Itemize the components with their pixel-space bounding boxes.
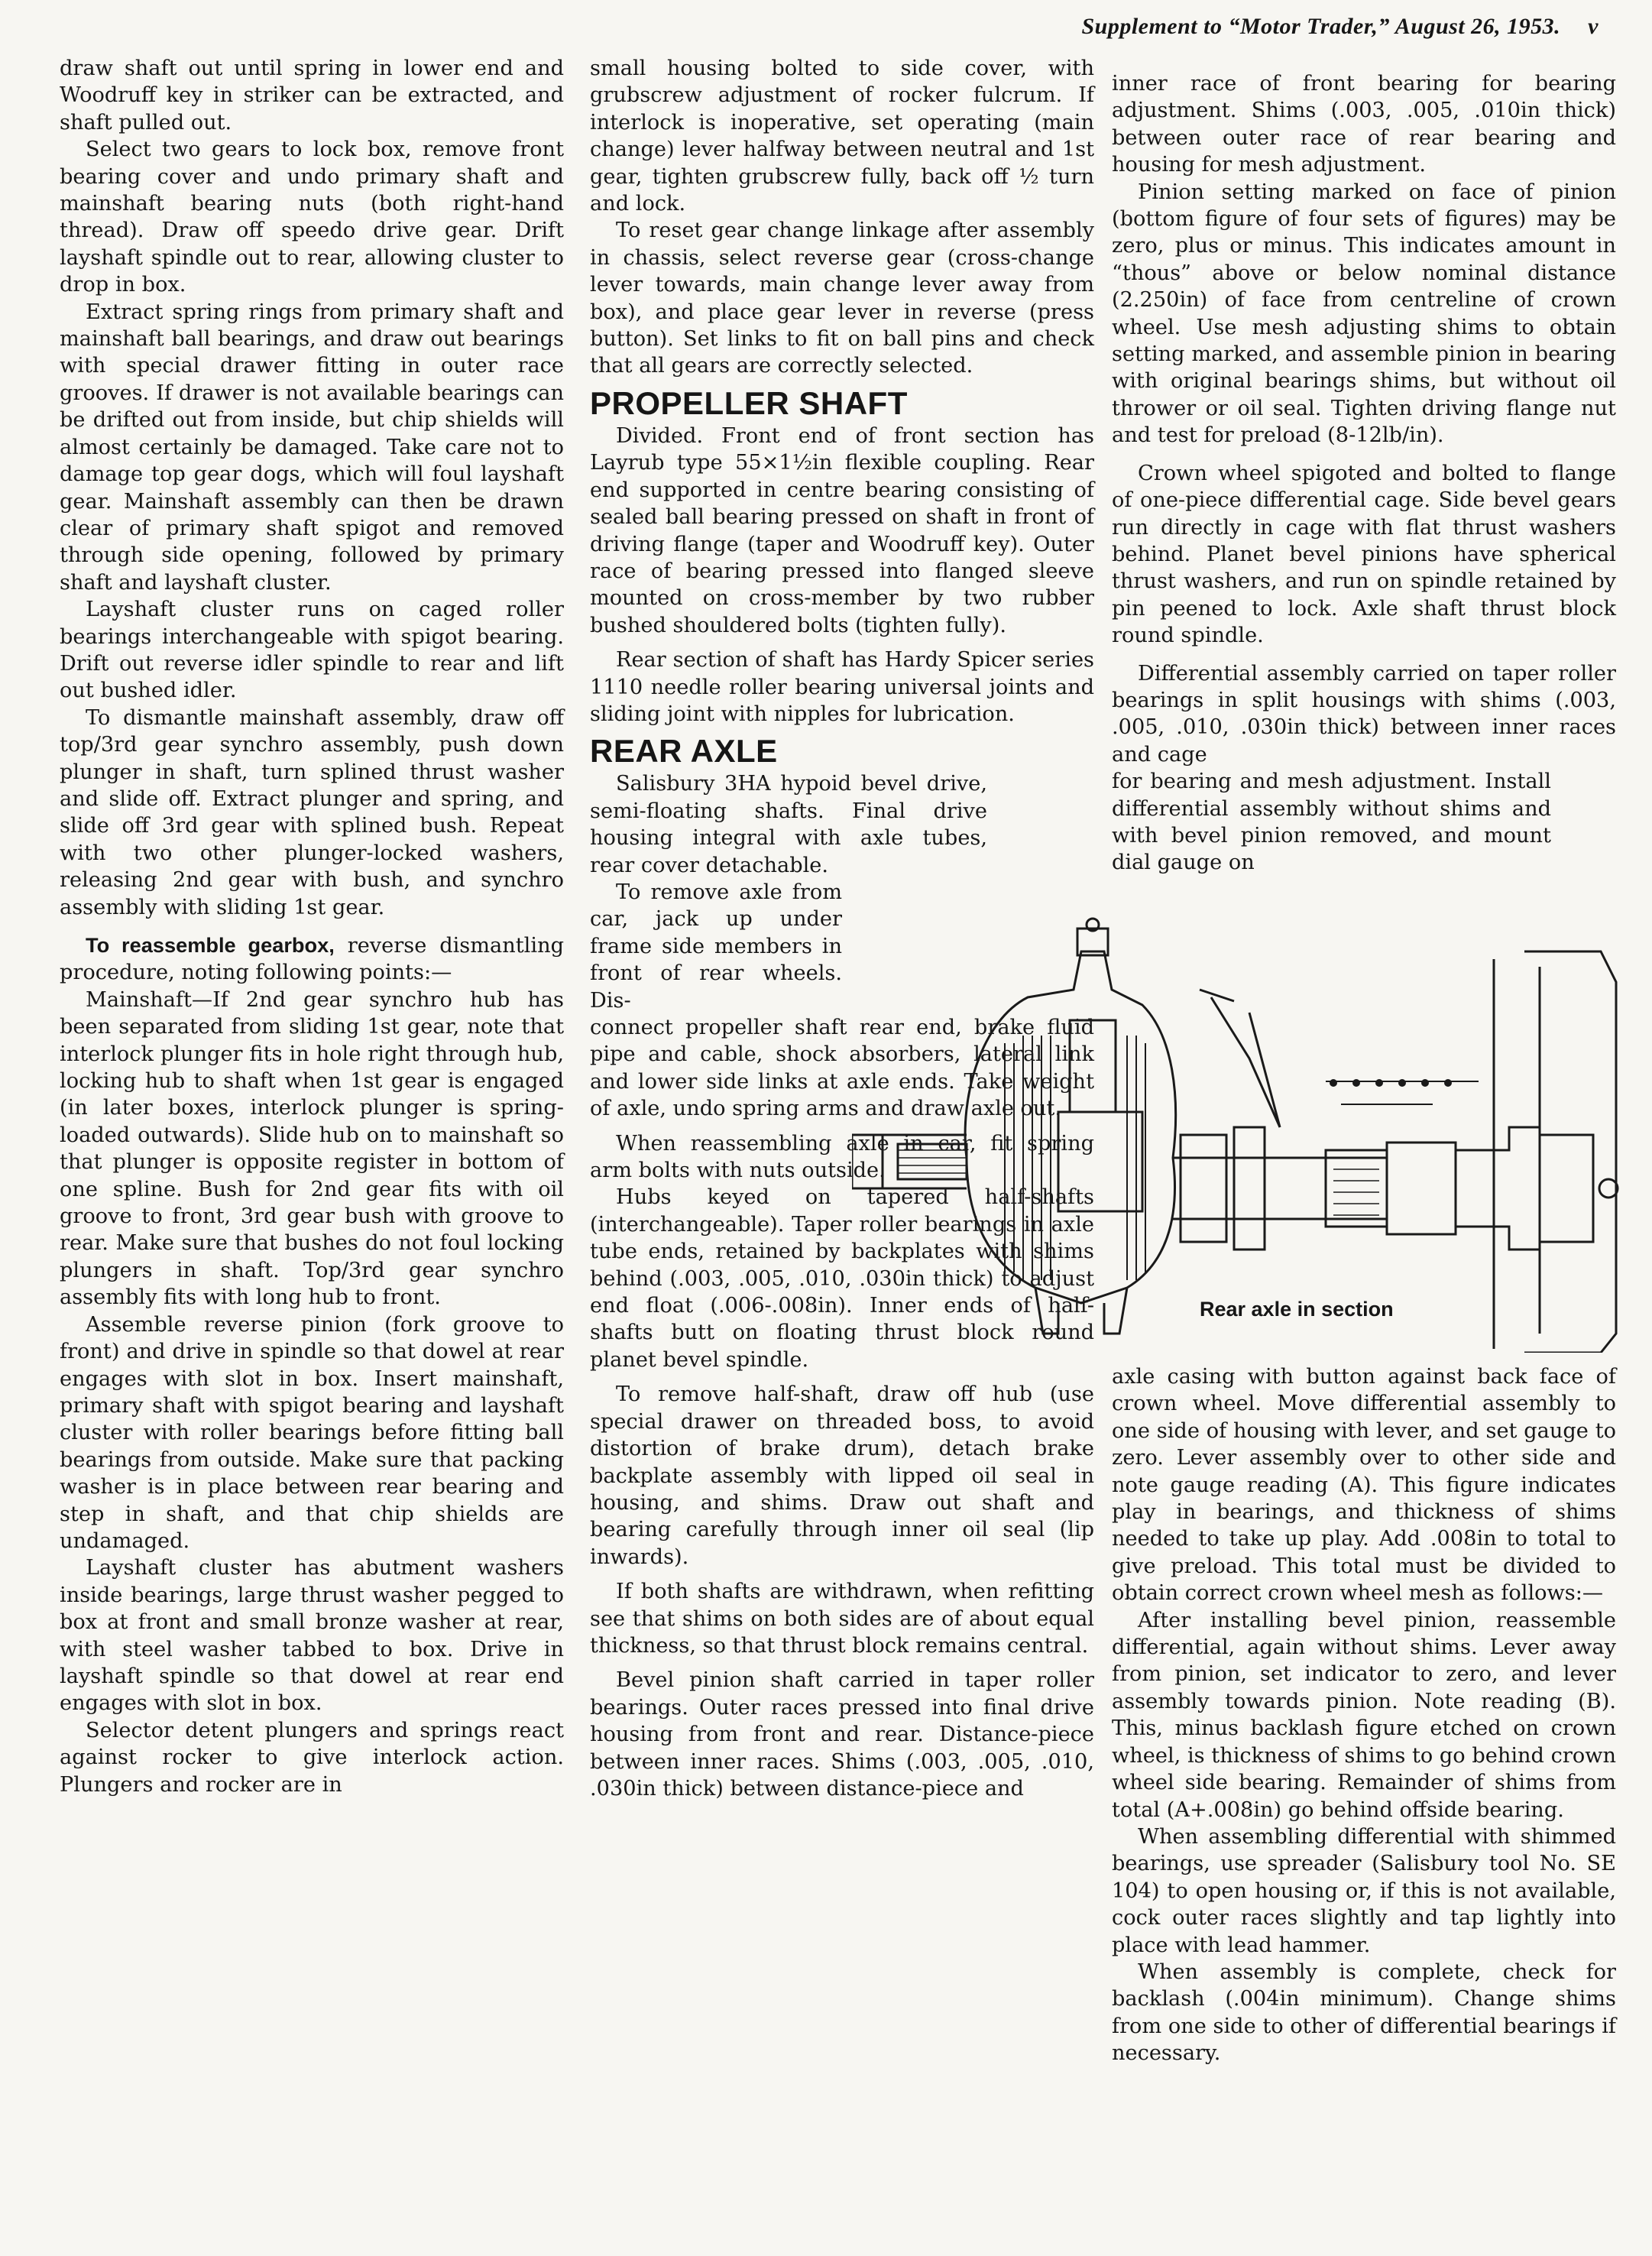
paragraph: Pinion setting marked on face of pinion (bottom figure of four sets of figures) may be zero, plus or minus. This indicates amount in “thous” above or below nominal distance (2.250in) of face from centreline of crown wheel. Use mesh adjusting shims to obtain setting marked, and assemble pinion in bearing with original bearings shims, but without oil thrower or oil seal. Tighten driving flange nut and test for preload (8-12lb/in). (1112, 180, 1616, 448)
paragraph: Select two gears to lock box, remove front bearing cover and undo primary shaft and mainshaft bearing nuts (both right-hand thread). Draw off speedo drive gear. Drift layshaft spindle out to rear, allowing cluster to drop in box. (60, 138, 564, 297)
paragraph: When assembly is complete, check for backlash (.004in minimum). Change shims from one side to other of differential bearings if necessary. (1112, 1959, 1616, 2066)
section-heading-rear-axle: REAR AXLE (590, 733, 778, 770)
paragraph: Mainshaft—If 2nd gear synchro hub has been separated from sliding 1st gear, note that interlock plunger fits in hole right through hub, locking hub to shaft when 1st gear is engaged (in later boxes, interlock plunger is spring-loaded outwards). Slide hub on to mainshaft so that plunger is opposite register in bottom of one spline. Bush for 2nd gear fits with oil groove to front, 3rd gear bush with groove to rear. Make sure that bushes do not foul locking plungers in shaft. Top/3rd gear synchro assembly fits with long hub to front. (60, 987, 564, 1310)
paragraph: Bevel pinion shaft carried in taper roller bearings. Outer races pressed into final drive housing from front and rear. Distance-piece between inner races. Shims (.003, .005, .010, .030in thick) between distance-piece and (590, 1668, 1094, 1801)
rear-axle-section-drawing (852, 906, 1628, 1353)
page-header (1081, 14, 1599, 40)
paragraph-reassemble (60, 932, 564, 987)
paragraph: small housing bolted to side cover, with grubscrew adjustment of rocker fulcrum. If interlock is inoperative, set operating (main change) lever halfway between neutral and 1st gear, tighten grubscrew fully, back off ½ turn and lock. (590, 57, 1094, 216)
paragraph: Layshaft cluster has abutment washers inside bearings, large thrust washer pegged to box at front and small bronze washer at rear, with steel washer tabbed to box. Drive in layshaft spindle so that dowel at rear end engages with slot in box. (60, 1556, 564, 1716)
paragraph: When assembling differential with shimmed bearings, use spreader (Salisbury tool No. SE 104) to open housing or, if this is not available, cock outer races slightly and tap lightly into place with lead hammer. (1112, 1824, 1616, 1957)
paragraph: Hubs keyed on tapered half-shafts (interchangeable). Taper roller bearings in axle tube ends, retained by backplates with shims behind (.003, .005, .010, .030in thick) to adjust end float (.006-.008in). Inner ends of half-shafts butt on floating thrust block round planet bevel spindle. (590, 1185, 1094, 1372)
column-3-lower (1112, 1363, 1616, 2067)
paragraph: axle casing with button against back face of crown wheel. Move differential assembly to one side of housing with lever, and set gauge to zero. Lever assembly over to other side and note gauge reading (A). This figure indicates play in bearings, and thickness of shims needed to take up play. Add .008in to total to give preload. This total must be divided to obtain correct crown wheel mesh as follows:— (1112, 1365, 1616, 1606)
paragraph: Layshaft cluster runs on caged roller bearings interchangeable with spigot bearing. Drift out reverse idler spindle to rear and lift out bushed idler. (60, 598, 564, 703)
column-1 (60, 55, 564, 1798)
paragraph: Salisbury 3HA hypoid bevel drive, semi-floating shafts. Final drive housing integral with axle tubes, rear cover detachable. (590, 772, 987, 877)
figure-caption: Rear axle in section (1200, 1298, 1394, 1321)
paragraph: connect propeller shaft rear end, brake fluid pipe and cable, shock absorbers, lateral link and lower side links at axle ends. Take weight of axle, undo spring arms and draw axle out. (590, 1016, 1094, 1121)
paragraph: To reset gear change linkage after assembly in chassis, select reverse gear (cross-change lever towards, main change lever away from box), and place gear lever in reverse (press button). Set links to fit on ball pins and check that all gears are correctly selected. (590, 219, 1094, 378)
paragraph: Assemble reverse pinion (fork groove to front) and drive in spindle so that dowel at rear engages with slot in box. Insert mainshaft, primary shaft with spigot bearing and layshaft cluster with roller bearings before fitting ball bearings from outside. Make sure that packing washer is in place between rear bearing and step in shaft, and that chip shields are undamaged. (60, 1312, 564, 1553)
paragraph: Crown wheel spigoted and bolted to flange of one-piece differential cage. Side bevel gears run directly in cage with flat thrust washers behind. Planet bevel pinions have spherical thrust washers, and run on spindle retained by pin peened to lock. Axle shaft thrust block round spindle. (1112, 461, 1616, 648)
paragraph-text: reverse dismantling procedure, noting following points:— (60, 934, 564, 985)
page-number: v (1588, 14, 1599, 39)
paragraph: After installing bevel pinion, reassemble differential, again without shims. Lever away from pinion, set indicator to zero, and lever assembly towards pinion. Note reading (B). This, minus backlash figure etched on crown wheel, is thickness of shims to go behind crown wheel side bearing. Remainder of shims from total (A+.008in) go behind offside bearing. (1112, 1608, 1616, 1822)
paragraph: Divided. Front end of front section has Layrub type 55×1½in flexible coupling. Rear end supported in centre bearing consisting of sealed ball bearing pressed on shaft in front of driving flange (taper and Woodruff key). Outer race of bearing pressed into flanged sleeve mounted on cross-member by two rubber bushed shouldered bolts (tighten fully). (590, 423, 1094, 637)
paragraph: To dismantle mainshaft assembly, draw off top/3rd gear synchro assembly, push down plunger in shaft, turn splined thrust washer and slide off. Extract plunger and spring, and slide off 3rd gear with splined bush. Repeat with two other plunger-locked washers, releasing 2nd gear with bush, and synchro assembly with sliding 1st gear. (60, 705, 564, 919)
section-heading-propeller: PROPELLER SHAFT (590, 384, 908, 421)
paragraph: If both shafts are withdrawn, when refitting see that shims on both sides are of about equal thickness, so that thrust block remains central. (590, 1580, 1094, 1658)
paragraph: Differential assembly carried on taper roller bearings in split housings with shims (.003, .005, .010, .030in thick) between inner races and cage (1112, 661, 1616, 767)
bold-lead: To reassemble gearbox, (86, 933, 335, 957)
paragraph: To remove half-shaft, draw off hub (use special drawer on threaded boss, to avoid distortion of brake drum), detach brake backplate assembly with lipped oil seal in housing, and shims. Draw out shaft and bearing carefully through inner oil seal (lip inwards). (590, 1382, 1094, 1569)
paragraph: Rear section of shaft has Hardy Spicer series 1110 needle roller bearing universal joints and sliding joint with nipples for lubrication. (590, 648, 1094, 726)
supplement-line: Supplement to “Motor Trader,” August 26, 1953. (1081, 14, 1561, 39)
paragraph: draw shaft out until spring in lower end and Woodruff key in striker can be extracted, and shaft pulled out. (60, 57, 564, 135)
paragraph: To remove axle from car, jack up under frame side members in front of rear wheels. Dis- (590, 880, 842, 1013)
paragraph: When reassembling axle in car, fit spring arm bolts with nuts outside. (590, 1131, 1094, 1183)
paragraph: Selector detent plungers and springs react against rocker to give interlock action. Plungers and rocker are in (60, 1718, 564, 1797)
paragraph: for bearing and mesh adjustment. Install differential assembly without shims and with bevel pinion removed, and mount dial gauge on (1112, 770, 1551, 875)
paragraph: inner race of front bearing for bearing adjustment. Shims (.003, .005, .010in thick) between outer race of rear bearing and housing for mesh adjustment. (1112, 72, 1616, 177)
paragraph: Extract spring rings from primary shaft and mainshaft ball bearings, and draw out bearings with special drawer fitting in outer race grooves. If drawer is not available bearings can be drifted out from inside, but chip shields will almost certainly be damaged. Take care not to damage top gear dogs, which will foul layshaft gear. Mainshaft assembly can then be drawn clear of primary shaft spigot and removed through side opening, followed by primary shaft and layshaft cluster. (60, 300, 564, 595)
